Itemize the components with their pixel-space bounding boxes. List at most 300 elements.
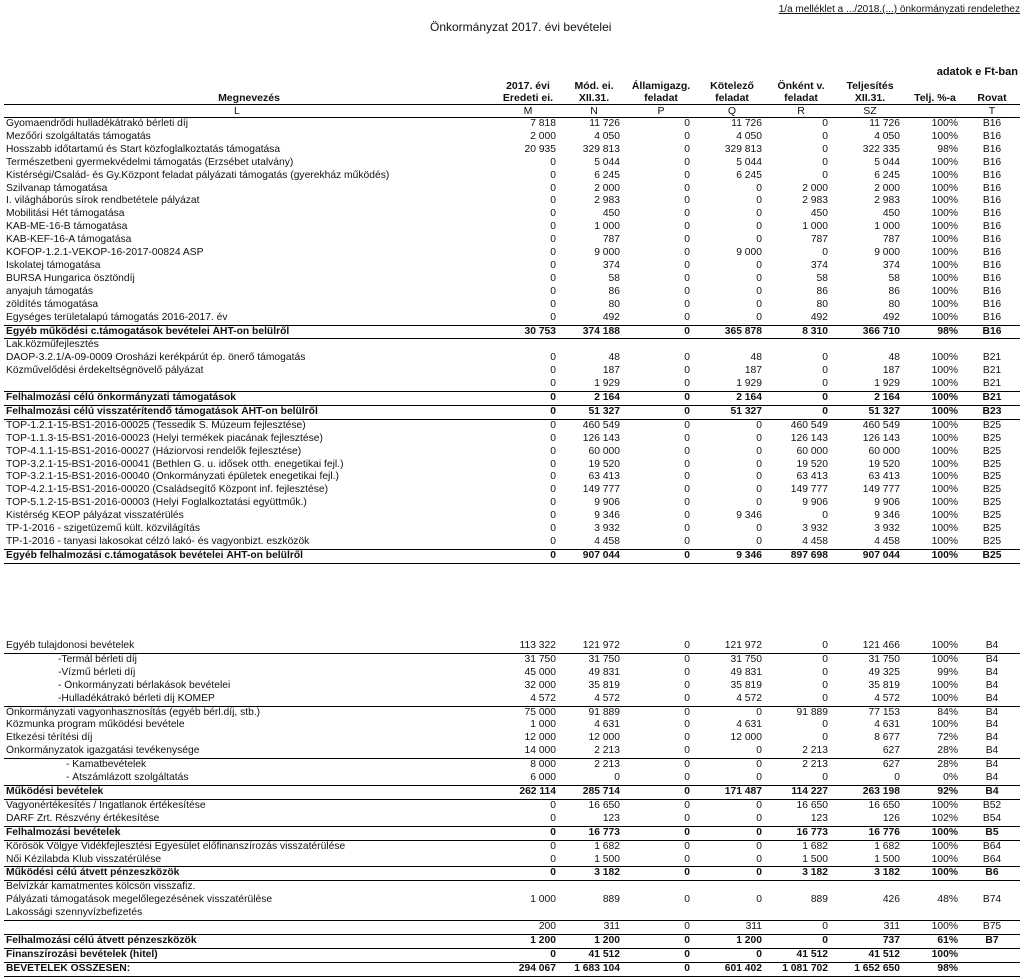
cell-rovat: B25 — [982, 510, 1002, 522]
cell-allamigazg: 0 — [684, 497, 690, 509]
cell-onkent: 1 000 — [802, 221, 828, 233]
cell-name: Működési célú átvett pénzeszközök — [4, 867, 494, 881]
cell-teljesites: 5 044 — [874, 156, 900, 168]
table-row — [4, 170, 1020, 183]
document-note: 1/a melléklet a .../2018.(...) önkormányzati rendelethez — [778, 4, 1020, 15]
cell-kotelezo: 0 — [756, 445, 762, 457]
cell-name: BEVÉTELEK ÖSSZESEN: — [4, 962, 494, 976]
cell-mod: 2 213 — [562, 745, 626, 758]
cell-teljesites: 16 776 — [834, 826, 906, 840]
cell-allamigazg: 0 — [684, 732, 690, 744]
header-letter-name: L — [4, 105, 494, 118]
cell-telj-pct: 100% — [906, 693, 964, 706]
cell-onkent: 114 227 — [768, 785, 834, 799]
cell-eredeti: 0 — [550, 169, 556, 181]
cell-onkent: 91 889 — [796, 706, 828, 718]
cell-mod: 1 929 — [562, 378, 626, 391]
cell-teljesites: 58 — [888, 272, 900, 284]
cell-telj-pct: 100% — [931, 195, 958, 207]
cell-teljesites: 126 143 — [862, 432, 900, 444]
cell-telj-pct: 100% — [906, 312, 964, 325]
cell-kotelezo: 1 200 — [696, 934, 768, 948]
cell-kotelezo: 31 750 — [730, 653, 762, 665]
cell-name: DARF Zrt. Részvény értékesítése — [4, 813, 494, 826]
cell-rovat: B16 — [982, 221, 1002, 233]
cell-rovat — [964, 881, 1020, 894]
cell-allamigazg: 0 — [684, 458, 690, 470]
table-row — [4, 446, 1020, 459]
cell-allamigazg: 0 — [626, 854, 696, 867]
cell-rovat: B4 — [985, 719, 999, 731]
cell-eredeti: 0 — [550, 352, 556, 364]
cell-name: Étkezési térítési díj — [6, 732, 93, 744]
cell-onkent: 0 — [822, 130, 828, 142]
cell-telj-pct: 100% — [931, 679, 958, 691]
header-onkent-top: Önként v. — [777, 80, 825, 92]
cell-eredeti: 0 — [550, 510, 556, 522]
cell-teljesites: 426 — [882, 894, 900, 906]
cell-kotelezo: 5 044 — [736, 156, 762, 168]
cell-teljesites: 9 906 — [874, 497, 900, 509]
cell-mod: 80 — [608, 298, 620, 310]
cell-mod: 3 182 — [562, 867, 626, 881]
cell-teljesites: 263 198 — [834, 785, 906, 799]
cell-eredeti: 12 000 — [524, 732, 556, 744]
cell-eredeti: 262 114 — [494, 785, 562, 799]
cell-teljesites: 450 — [882, 208, 900, 220]
table-row — [4, 549, 1020, 563]
cell-telj-pct: 61% — [906, 934, 964, 948]
cell-teljesites: 1 929 — [834, 378, 906, 391]
cell-telj-pct: 100% — [931, 719, 958, 731]
cell-teljesites — [834, 907, 906, 920]
cell-allamigazg: 0 — [684, 272, 690, 284]
cell-allamigazg: 0 — [684, 234, 690, 246]
cell-kotelezo: 49 831 — [730, 666, 762, 678]
cell-kotelezo: 0 — [756, 523, 762, 535]
cell-name: Felhalmozási célú visszatérítendő támogatások ÁHT-on belülről — [4, 405, 494, 419]
cell-rovat: B4 — [985, 706, 999, 718]
cell-mod: 41 512 — [562, 948, 626, 962]
cell-kotelezo: 0 — [696, 867, 768, 881]
cell-onkent: 0 — [822, 156, 828, 168]
cell-kotelezo: 4 050 — [736, 130, 762, 142]
cell-allamigazg: 0 — [684, 759, 690, 771]
cell-mod: 9 346 — [594, 510, 620, 522]
cell-mod: 9 000 — [594, 247, 620, 259]
cell-teljesites: 149 777 — [862, 484, 900, 496]
cell-teljesites: 1 500 — [834, 854, 906, 867]
header-eredeti: Eredeti ei. — [502, 92, 554, 104]
cell-allamigazg: 0 — [684, 445, 690, 457]
cell-teljesites: 627 — [882, 759, 900, 771]
cell-rovat — [964, 948, 1020, 962]
cell-onkent: 0 — [768, 640, 834, 653]
cell-eredeti: 1 200 — [494, 934, 562, 948]
cell-name: Női Kézilabda Klub visszatérülése — [4, 854, 494, 867]
cell-telj-pct — [906, 907, 964, 920]
cell-allamigazg: 0 — [626, 934, 696, 948]
cell-telj-pct: 100% — [931, 419, 958, 431]
cell-allamigazg: 0 — [626, 312, 696, 325]
cell-teljesites: 187 — [882, 365, 900, 377]
cell-name: Működési bevételek — [4, 785, 494, 799]
header-eredeti-top: 2017. évi — [506, 80, 550, 92]
cell-telj-pct: 100% — [931, 208, 958, 220]
cell-mod: 329 813 — [582, 143, 620, 155]
header-letter-rovat: T — [964, 105, 1020, 118]
cell-rovat: B25 — [982, 497, 1002, 509]
cell-eredeti: 0 — [494, 312, 562, 325]
cell-teljesites — [834, 881, 906, 894]
cell-rovat: B25 — [982, 523, 1002, 535]
cell-name: -Hulladékátrakó bérleti díj KOMÉP — [4, 693, 494, 706]
cell-kotelezo — [696, 339, 768, 352]
cell-kotelezo: 187 — [744, 365, 762, 377]
cell-onkent: 149 777 — [790, 484, 828, 496]
cell-telj-pct: 100% — [931, 458, 958, 470]
cell-mod: 121 972 — [562, 640, 626, 653]
cell-onkent: 0 — [822, 169, 828, 181]
cell-teljesites: 460 549 — [862, 419, 900, 431]
revenue-table-2 — [4, 640, 1020, 977]
cell-teljesites: 19 520 — [868, 458, 900, 470]
header-name-top — [4, 80, 494, 92]
cell-telj-pct: 102% — [906, 813, 964, 826]
cell-rovat: B25 — [982, 432, 1002, 444]
cell-rovat: B5 — [964, 826, 1020, 840]
cell-eredeti: 0 — [550, 419, 556, 431]
cell-telj-pct: 100% — [931, 130, 958, 142]
cell-allamigazg: 0 — [684, 840, 690, 852]
cell-allamigazg: 0 — [684, 471, 690, 483]
cell-teljesites: 3 182 — [834, 867, 906, 881]
cell-rovat: B16 — [982, 247, 1002, 259]
cell-mod: 48 — [608, 352, 620, 364]
cell-eredeti: 0 — [550, 156, 556, 168]
cell-rovat: B4 — [964, 693, 1020, 706]
cell-eredeti: 32 000 — [524, 679, 556, 691]
header-rovat: Rovat — [977, 92, 1007, 104]
cell-onkent: 0 — [768, 392, 834, 406]
cell-eredeti: 0 — [494, 378, 562, 391]
cell-teljesites: 3 932 — [874, 523, 900, 535]
cell-allamigazg: 0 — [684, 221, 690, 233]
cell-onkent: 16 650 — [796, 799, 828, 811]
cell-allamigazg: 0 — [684, 118, 690, 129]
cell-allamigazg: 0 — [684, 653, 690, 665]
cell-mod: 1 500 — [562, 854, 626, 867]
cell-name: - Átszámlázott szolgáltatás — [4, 772, 494, 785]
table-row — [4, 867, 1020, 881]
cell-rovat: B6 — [964, 867, 1020, 881]
cell-mod: 4 050 — [594, 130, 620, 142]
cell-kotelezo: 0 — [756, 419, 762, 431]
cell-allamigazg: 0 — [684, 208, 690, 220]
cell-onkent: 41 512 — [768, 948, 834, 962]
cell-teljesites: 9 000 — [874, 247, 900, 259]
cell-kotelezo: 2 164 — [696, 392, 768, 406]
cell-name: Gyomaendrődi hulladékátrakó bérleti díj — [6, 118, 189, 129]
cell-teljesites: 9 346 — [874, 510, 900, 522]
cell-eredeti: 0 — [550, 523, 556, 535]
cell-allamigazg: 0 — [684, 484, 690, 496]
cell-kotelezo: 329 813 — [724, 143, 762, 155]
cell-mod: 374 — [602, 259, 620, 271]
cell-name: TOP-3.2.1-15-BS1-2016-00041 (Bethlen G. u. idősek otth. enegetikai fejl.) — [6, 458, 344, 470]
cell-eredeti: 0 — [494, 854, 562, 867]
table-row — [4, 131, 1020, 144]
cell-telj-pct: 100% — [931, 484, 958, 496]
cell-teljesites: 31 750 — [868, 653, 900, 665]
cell-kotelezo: 0 — [756, 298, 762, 310]
cell-telj-pct: 48% — [937, 894, 958, 906]
cell-name: TOP-1.1.3-15-BS1-2016-00023 (Helyi termékek piacának fejlesztése) — [6, 432, 323, 444]
table-row — [4, 433, 1020, 446]
cell-onkent: 0 — [768, 378, 834, 391]
cell-telj-pct: 100% — [931, 523, 958, 535]
table-row — [4, 772, 1020, 785]
cell-name: Lak.közműfejlesztés — [6, 339, 99, 351]
cell-allamigazg: 0 — [626, 921, 696, 935]
cell-onkent: 123 — [768, 813, 834, 826]
header-kotelezo: feladat — [715, 92, 749, 104]
cell-rovat: B16 — [982, 130, 1002, 142]
cell-onkent: 450 — [810, 208, 828, 220]
cell-eredeti: 14 000 — [494, 745, 562, 758]
cell-kotelezo: 12 000 — [730, 732, 762, 744]
cell-eredeti: 0 — [494, 536, 562, 549]
cell-telj-pct: 100% — [931, 234, 958, 246]
cell-mod: 31 750 — [588, 653, 620, 665]
table-row — [4, 693, 1020, 706]
cell-onkent: 2 000 — [802, 182, 828, 194]
cell-kotelezo: 9 000 — [736, 247, 762, 259]
cell-teljesites: 2 000 — [874, 182, 900, 194]
cell-eredeti: 30 753 — [494, 325, 562, 339]
cell-teljesites: 35 819 — [868, 679, 900, 691]
cell-telj-pct: 100% — [931, 118, 958, 129]
cell-kotelezo: 0 — [696, 948, 768, 962]
cell-kotelezo: 0 — [756, 497, 762, 509]
table-row — [4, 144, 1020, 157]
cell-eredeti: 2 000 — [530, 130, 556, 142]
cell-allamigazg: 0 — [626, 962, 696, 976]
cell-onkent: 0 — [822, 118, 828, 129]
cell-eredeti: 0 — [550, 182, 556, 194]
cell-kotelezo: 0 — [756, 458, 762, 470]
cell-eredeti: 4 572 — [494, 693, 562, 706]
cell-rovat: B25 — [964, 549, 1020, 563]
table-row — [4, 813, 1020, 826]
cell-teljesites: 63 413 — [868, 471, 900, 483]
cell-allamigazg: 0 — [626, 785, 696, 799]
cell-name: -Vízmű bérleti díj — [58, 666, 136, 678]
cell-mod: 4 572 — [562, 693, 626, 706]
cell-eredeti: 0 — [550, 221, 556, 233]
cell-teljesites: 907 044 — [834, 549, 906, 563]
cell-kotelezo: 0 — [756, 182, 762, 194]
cell-onkent: 63 413 — [796, 471, 828, 483]
cell-teljesites: 4 050 — [874, 130, 900, 142]
cell-onkent: 889 — [810, 894, 828, 906]
table-row — [4, 299, 1020, 312]
cell-eredeti: 0 — [494, 948, 562, 962]
cell-onkent — [768, 881, 834, 894]
table-row — [4, 826, 1020, 840]
cell-rovat: B25 — [964, 536, 1020, 549]
cell-name: Vagyonértékesítés / Ingatlanok értékesítése — [6, 799, 206, 811]
cell-rovat: B4 — [964, 772, 1020, 785]
cell-eredeti: 6 000 — [494, 772, 562, 785]
cell-rovat: B16 — [982, 195, 1002, 207]
table-row — [4, 536, 1020, 549]
cell-telj-pct: 28% — [937, 759, 958, 771]
header-teljesites-top: Teljesítés — [846, 80, 894, 92]
table-row — [4, 497, 1020, 510]
cell-mod: 63 413 — [588, 471, 620, 483]
cell-teljesites: 1 000 — [874, 221, 900, 233]
cell-teljesites: 366 710 — [834, 325, 906, 339]
cell-kotelezo: 0 — [756, 471, 762, 483]
cell-rovat: B4 — [964, 785, 1020, 799]
cell-name: Felhalmozási célú önkormányzati támogatások — [4, 392, 494, 406]
cell-mod: 49 831 — [588, 666, 620, 678]
cell-kotelezo: 0 — [696, 536, 768, 549]
table-row — [4, 948, 1020, 962]
cell-telj-pct: 100% — [906, 826, 964, 840]
table-row — [4, 962, 1020, 976]
cell-mod: 91 889 — [588, 706, 620, 718]
cell-mod: 11 726 — [589, 118, 620, 129]
table-row — [4, 312, 1020, 325]
cell-telj-pct: 100% — [931, 352, 958, 364]
cell-rovat: B21 — [964, 378, 1020, 391]
cell-onkent: 0 — [822, 365, 828, 377]
cell-name: TOP-3.2.1-15-BS1-2016-00040 (Önkormányzati épületek enegetikai fejl.) — [6, 471, 339, 483]
cell-allamigazg: 0 — [684, 419, 690, 431]
cell-teljesites: 121 466 — [834, 640, 906, 653]
cell-rovat: B75 — [964, 921, 1020, 935]
cell-rovat: B16 — [982, 285, 1002, 297]
cell-allamigazg: 0 — [684, 523, 690, 535]
cell-teljesites: 627 — [834, 745, 906, 758]
cell-telj-pct: 100% — [931, 247, 958, 259]
cell-name: -Termál bérleti díj — [58, 653, 137, 665]
cell-mod: 4 458 — [562, 536, 626, 549]
cell-eredeti: 0 — [550, 272, 556, 284]
cell-allamigazg: 0 — [626, 640, 696, 653]
cell-rovat: B16 — [982, 259, 1002, 271]
cell-eredeti: 0 — [550, 840, 556, 852]
cell-kotelezo: 48 — [750, 352, 762, 364]
cell-name: TOP-4.2.1-15-BS1-2016-00020 (Családsegítő Központ inf. fejlesztése) — [6, 484, 329, 496]
cell-rovat: B25 — [982, 484, 1002, 496]
cell-name: Önkormányzati vagyonhasznosítás (egyéb bérl.díj, stb.) — [6, 706, 261, 718]
cell-kotelezo: 121 972 — [696, 640, 768, 653]
table-row — [4, 208, 1020, 221]
table-row — [4, 640, 1020, 653]
cell-name: Iskolatej támogatása — [6, 259, 101, 271]
cell-allamigazg — [626, 881, 696, 894]
cell-teljesites: 492 — [834, 312, 906, 325]
cell-telj-pct: 100% — [906, 378, 964, 391]
table-row — [4, 484, 1020, 497]
cell-telj-pct: 100% — [931, 156, 958, 168]
cell-name: BURSA Hungarica ösztöndíj — [6, 272, 135, 284]
cell-allamigazg: 0 — [684, 247, 690, 259]
cell-eredeti: 0 — [494, 392, 562, 406]
cell-eredeti: 0 — [550, 432, 556, 444]
cell-telj-pct: 100% — [906, 948, 964, 962]
cell-allamigazg: 0 — [684, 352, 690, 364]
table-row — [4, 118, 1020, 131]
cell-teljesites: 48 — [888, 352, 900, 364]
cell-name: TOP-5.1.2-15-BS1-2016-00003 (Helyi Foglalkoztatási együttműk.) — [6, 497, 307, 509]
cell-kotelezo: 0 — [696, 312, 768, 325]
cell-allamigazg: 0 — [626, 392, 696, 406]
cell-rovat: B21 — [964, 392, 1020, 406]
cell-allamigazg — [626, 907, 696, 920]
cell-telj-pct: 100% — [931, 285, 958, 297]
cell-teljesites: 311 — [834, 921, 906, 935]
cell-eredeti: 0 — [550, 285, 556, 297]
cell-kotelezo: 0 — [756, 234, 762, 246]
cell-allamigazg: 0 — [626, 536, 696, 549]
cell-kotelezo: 0 — [756, 285, 762, 297]
cell-kotelezo: 9 346 — [696, 549, 768, 563]
cell-kotelezo: 0 — [756, 840, 762, 852]
cell-teljesites: 41 512 — [834, 948, 906, 962]
table-row — [4, 352, 1020, 365]
cell-name: I. világháborús sírok rendbetétele pályázat — [6, 195, 200, 207]
cell-onkent: 0 — [822, 732, 828, 744]
cell-eredeti: 0 — [550, 234, 556, 246]
cell-mod: 123 — [562, 813, 626, 826]
table-row — [4, 459, 1020, 472]
cell-name: Felhalmozási célú átvett pénzeszközök — [4, 934, 494, 948]
header-mod-top: Mód. ei. — [574, 80, 614, 92]
cell-rovat: B64 — [982, 840, 1002, 852]
cell-allamigazg: 0 — [684, 365, 690, 377]
cell-rovat: B16 — [982, 234, 1002, 246]
cell-rovat: B74 — [982, 894, 1002, 906]
table-header — [4, 80, 1020, 118]
cell-telj-pct: 100% — [931, 272, 958, 284]
cell-teljesites: 16 650 — [868, 799, 900, 811]
cell-teljesites: 11 726 — [869, 118, 900, 129]
cell-telj-pct — [906, 881, 964, 894]
cell-mod: 1 000 — [594, 221, 620, 233]
cell-eredeti: 0 — [550, 445, 556, 457]
cell-onkent: 0 — [768, 772, 834, 785]
cell-telj-pct: 100% — [931, 169, 958, 181]
cell-allamigazg: 0 — [684, 298, 690, 310]
cell-name: Lakossági szennyvízbefizetés — [4, 907, 494, 920]
cell-kotelezo: 0 — [756, 706, 762, 718]
cell-eredeti: 1 000 — [530, 894, 556, 906]
cell-telj-pct: 100% — [931, 365, 958, 377]
cell-allamigazg: 0 — [684, 510, 690, 522]
cell-rovat: B16 — [982, 118, 1002, 129]
header-kotelezo-top: Kötelező — [710, 80, 754, 92]
cell-allamigazg: 0 — [684, 169, 690, 181]
cell-kotelezo: 0 — [756, 799, 762, 811]
cell-allamigazg: 0 — [626, 405, 696, 419]
cell-mod: 460 549 — [582, 419, 620, 431]
table-row — [4, 759, 1020, 772]
cell-onkent: 787 — [810, 234, 828, 246]
